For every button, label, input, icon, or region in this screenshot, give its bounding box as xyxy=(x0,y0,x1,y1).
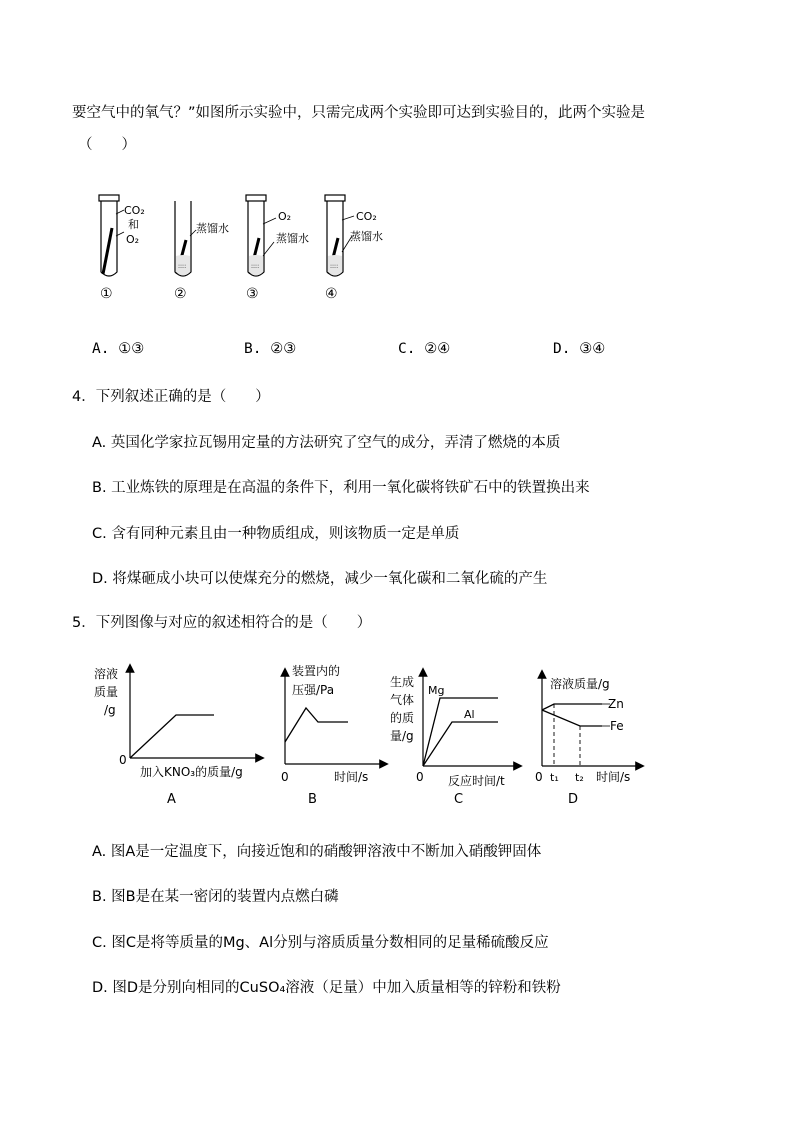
q3-option-d: D. ③④ xyxy=(553,341,606,357)
graph-d-series-zn xyxy=(542,704,602,710)
graph-c-label-mg: Mg xyxy=(428,684,445,697)
graph-d-series-fe xyxy=(542,710,602,726)
graph-d xyxy=(530,660,660,810)
q3-option-a: A. ①③ xyxy=(92,341,145,357)
q5-option-d: D. 图D是分别向相同的CuSO₄溶液（足量）中加入质量相等的锌粉和铁粉 xyxy=(92,980,561,996)
graph-d-xlabel: 时间/s xyxy=(596,770,631,784)
graph-b-ylabel-2: 压强/Pa xyxy=(292,683,335,697)
q5-option-b: B. 图B是在某一密闭的装置内点燃白磷 xyxy=(92,889,339,905)
tube3-label-1: O₂ xyxy=(278,210,292,223)
svg-text:::::: :::: xyxy=(178,263,187,270)
q4-option-d: D. 将煤砸成小块可以使煤充分的燃烧，减少一氧化碳和二氧化硫的产生 xyxy=(92,571,548,587)
tube4-label-1: CO₂ xyxy=(356,210,377,223)
tube3-number: ③ xyxy=(246,286,259,302)
graph-d-origin: 0 xyxy=(535,770,543,784)
test-tube-1 xyxy=(99,195,124,276)
graph-a-ylabel-1: 溶液 xyxy=(94,667,119,681)
graph-a-caption: A xyxy=(167,792,176,807)
q3-stem-line1: 要空气中的氧气？”如图所示实验中，只需完成两个实验即可达到实验目的，此两个实验是 xyxy=(72,105,646,121)
graph-d-label-zn: Zn xyxy=(608,697,624,711)
graph-c-series-mg xyxy=(423,698,498,766)
graph-a-curve xyxy=(130,715,214,758)
tube2-number: ② xyxy=(174,286,187,302)
graph-d-ylabel: 溶液质量/g xyxy=(550,677,610,691)
graph-b-origin: 0 xyxy=(281,770,289,784)
q3-stem-line2: （ ） xyxy=(78,137,136,153)
svg-text:::::: :::: xyxy=(251,263,260,270)
graph-c xyxy=(390,660,520,810)
graph-c-xlabel: 反应时间/t xyxy=(448,774,505,788)
graph-b-curve xyxy=(285,708,348,742)
test-tubes-figure xyxy=(80,190,410,310)
q3-option-b: B. ②③ xyxy=(244,341,297,357)
graph-b-ylabel-1: 装置内的 xyxy=(292,664,341,678)
graph-b-xlabel: 时间/s xyxy=(334,770,369,784)
q4-option-a: A. 英国化学家拉瓦锡用定量的方法研究了空气的成分，弄清了燃烧的本质 xyxy=(92,435,561,451)
graph-a-xlabel: 加入KNO₃的质量/g xyxy=(140,765,243,779)
q4-option-c: C. 含有同种元素且由一种物质组成，则该物质一定是单质 xyxy=(92,526,460,542)
graph-c-series-al xyxy=(423,722,498,766)
graph-c-ylabel-4: 量/g xyxy=(390,729,414,743)
graph-c-caption: C xyxy=(454,792,464,807)
graph-c-origin: 0 xyxy=(416,770,424,784)
svg-text:::::: :::: xyxy=(330,263,339,270)
tube1-label-2: 和 xyxy=(128,218,139,231)
graph-a xyxy=(90,660,270,810)
q3-option-c: C. ②④ xyxy=(398,341,451,357)
graph-c-ylabel-2: 气体 xyxy=(390,693,415,707)
tube1-label-1: CO₂ xyxy=(124,204,145,217)
test-tube-2 xyxy=(175,201,196,276)
graph-b xyxy=(278,660,388,810)
q5-option-a: A. 图A是一定温度下，向接近饱和的硝酸钾溶液中不断加入硝酸钾固体 xyxy=(92,844,542,860)
graph-a-ylabel-3: /g xyxy=(104,703,116,717)
graph-d-caption: D xyxy=(568,792,579,807)
graph-c-label-al: Al xyxy=(464,708,475,721)
graph-a-origin: 0 xyxy=(119,753,127,767)
graph-b-caption: B xyxy=(308,792,317,807)
graph-a-ylabel-2: 质量 xyxy=(94,685,119,699)
q4-stem: 4．下列叙述正确的是（ ） xyxy=(72,389,270,405)
graph-d-tick-t1: t₁ xyxy=(550,771,559,784)
graph-d-label-fe: Fe xyxy=(610,719,624,733)
tube4-label-2: 蒸馏水 xyxy=(350,230,383,243)
test-tube-3 xyxy=(246,195,276,276)
graph-c-ylabel-1: 生成 xyxy=(390,675,415,689)
tube4-number: ④ xyxy=(325,286,338,302)
tube3-label-2: 蒸馏水 xyxy=(276,232,309,245)
graph-d-tick-t2: t₂ xyxy=(575,771,584,784)
tube1-label-3: O₂ xyxy=(126,233,140,246)
graph-c-ylabel-3: 的质 xyxy=(390,711,415,725)
q5-option-c: C. 图C是将等质量的Mg、Al分别与溶质质量分数相同的足量稀硫酸反应 xyxy=(92,935,549,951)
tube1-number: ① xyxy=(100,286,113,302)
q5-stem: 5．下列图像与对应的叙述相符合的是（ ） xyxy=(72,615,372,631)
q4-option-b: B. 工业炼铁的原理是在高温的条件下，利用一氧化碳将铁矿石中的铁置换出来 xyxy=(92,480,590,496)
tube2-label-1: 蒸馏水 xyxy=(196,222,229,235)
